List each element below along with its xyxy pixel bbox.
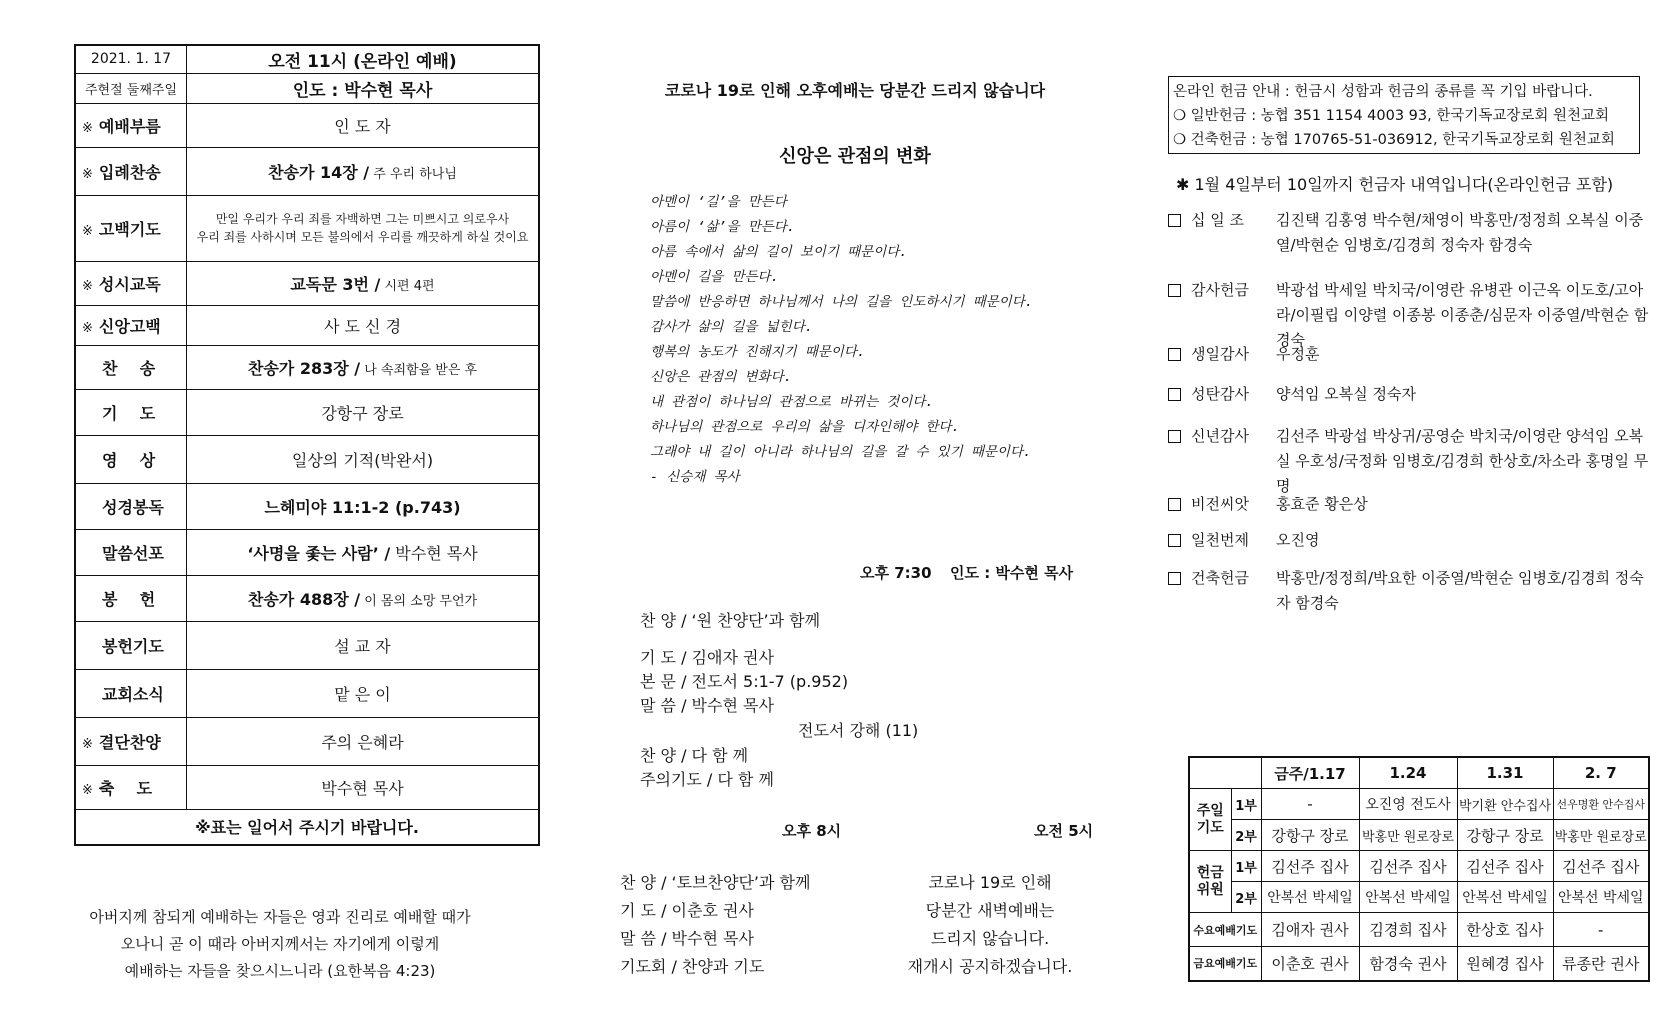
order-label: 성경봉독	[75, 483, 187, 529]
duty-cell: 강항구 장로	[1457, 820, 1553, 851]
checkbox-icon	[1168, 214, 1181, 227]
offering-row: 신년감사 김선주 박광섭 박상귀/공영순 박치국/이영란 양석임 오복실 우호성/국정화 임병호/김경희 한상호/차소라 홍명일 무명	[1168, 424, 1656, 499]
duty-cell: 김경희 집사	[1359, 913, 1457, 947]
checkbox-icon	[1168, 348, 1181, 361]
duty-cell: 김선주 집사	[1457, 851, 1553, 882]
friday-item: 기도회 / 찬양과 기도	[620, 957, 765, 976]
order-content: 인 도 자	[187, 103, 540, 147]
order-label: ※ 성시교독	[75, 261, 187, 305]
offering-row: 일천번제 오진영	[1168, 528, 1656, 553]
evening-service-leader: 인도 : 박수현 목사	[950, 564, 1074, 582]
duty-cell: 이춘호 권사	[1261, 947, 1359, 981]
order-label: ※ 신앙고백	[75, 305, 187, 345]
checkbox-icon	[1168, 430, 1181, 443]
duty-cell: 안복선 박세일	[1261, 882, 1359, 913]
checkbox-icon	[1168, 534, 1181, 547]
duty-cell: 김선주 집사	[1261, 851, 1359, 882]
order-content: ‘사명을 좇는 사람’ / 박수현 목사	[187, 529, 540, 575]
checkbox-icon	[1168, 498, 1181, 511]
fri-prayer-label: 금요예배기도	[1189, 947, 1261, 981]
order-content: 찬송가 283장 / 나 속죄함을 받은 후	[187, 345, 540, 389]
duty-cell: 박홍만 원로장로	[1359, 820, 1457, 851]
duty-header: 1.24	[1359, 757, 1457, 789]
dawn-service-time: 오전 5시	[1034, 822, 1094, 840]
checkbox-icon	[1168, 284, 1181, 297]
evening-item: 말 씀 / 박수현 목사	[640, 696, 774, 715]
date-cell: 2021. 1. 17	[75, 45, 187, 73]
evening-item: 전도서 강해 (11)	[798, 721, 919, 740]
service-title: 오전 11시 (온라인 예배)	[187, 45, 540, 73]
online-offering-info: 온라인 헌금 안내 : 헌금시 성함과 헌금의 종류를 꼭 기입 바랍니다. ❍ 일반헌금 : 농협 351 1154 4003 93, 한국기독교장로회 원천교회 ❍ 건축헌금 : 농협 170765-51-036912, 한국기독교장로회 원천교회	[1168, 76, 1640, 154]
evening-item: 찬 양 / 다 함 께	[640, 746, 749, 765]
duty-cell: 박홍만 원로장로	[1553, 820, 1649, 851]
wed-prayer-label: 수요예배기도	[1189, 913, 1261, 947]
duty-cell: -	[1553, 913, 1649, 947]
duty-cell: -	[1261, 789, 1359, 820]
order-label: 봉 헌	[75, 575, 187, 621]
order-label: 기 도	[75, 389, 187, 435]
dawn-notice: 드리지 않습니다.	[930, 929, 1050, 948]
duty-header: 1.31	[1457, 757, 1553, 789]
evening-item: 찬 양 / ‘원 찬양단’과 함께	[640, 611, 821, 630]
column-title: 신앙은 관점의 변화	[779, 146, 931, 167]
order-content: 박수현 목사	[187, 765, 540, 809]
order-label: ※ 입례찬송	[75, 147, 187, 195]
duty-cell: 박기환 안수집사	[1457, 789, 1553, 820]
evening-item: 주의기도 / 다 함 께	[640, 770, 774, 789]
friday-item: 기 도 / 이춘호 권사	[620, 901, 754, 920]
column-text: 아멘이 ‘길’을 만든다 아름이 ‘삶’을 만든다. 아름 속에서 삶의 길이 보이기 때문이다. 아멘이 길을 만든다. 말씀에 반응하면 하나님께서 나의 길을 인도하시기 때문이다. 감사가 삶의 길을 넓힌다. 행복의 농도가 진해지기 때문이다. 신앙은 관점의 변화다. 내 관점이 하나님의 관점으로 바뀌는 것이다. 하나님의 관점으로 우리의 삶을 디자인해야 한다. 그래야 내 길이 아니라 하나님의 길을 갈 수 있기 때문이다. - 신승재 목사	[650, 194, 1033, 485]
evening-service-time: 오후 7:30	[860, 564, 932, 582]
order-label: 말씀선포	[75, 529, 187, 575]
order-label: ※ 고백기도	[75, 195, 187, 261]
duty-cell: 함경숙 권사	[1359, 947, 1457, 981]
order-content: 찬송가 488장 / 이 몸의 소망 무언가	[187, 575, 540, 621]
footer-note: ※표는 일어서 주시기 바랍니다.	[75, 809, 539, 845]
bible-verse: 아버지께 참되게 예배하는 자들은 영과 진리로 예배할 때가 오나니 곧 이 때라 아버지께서는 자기에게 이렇게 예배하는 자들을 찾으시느니라 (요한복음 4:23)	[89, 908, 471, 980]
order-content: 설 교 자	[187, 621, 540, 669]
offering-group-label: 헌금 위원	[1189, 851, 1231, 913]
offering-period-note: ✱ 1월 4일부터 10일까지 헌금자 내역입니다(온라인헌금 포함)	[1176, 175, 1614, 194]
evening-item: 본 문 / 전도서 5:1-7 (p.952)	[640, 672, 849, 691]
dawn-notice: 코로나 19로 인해	[928, 873, 1052, 892]
duty-cell: 안복선 박세일	[1553, 882, 1649, 913]
prayer-group-label: 주일 기도	[1189, 789, 1231, 851]
order-content: 교독문 3번 / 시편 4편	[187, 261, 540, 305]
friday-service-time: 오후 8시	[782, 822, 842, 840]
offering-row: 비전씨앗 홍효준 황은상	[1168, 492, 1656, 517]
order-content: 일상의 기적(박완서)	[187, 435, 540, 483]
order-content: 사 도 신 경	[187, 305, 540, 345]
order-content: 만일 우리가 우리 죄를 자백하면 그는 미쁘시고 의로우사 우리 죄를 사하시며 모든 불의에서 우리를 깨끗하게 하실 것이요	[187, 195, 540, 261]
dawn-notice: 재개시 공지하겠습니다.	[907, 957, 1073, 976]
order-content: 강항구 장로	[187, 389, 540, 435]
order-label: ※ 예배부름	[75, 103, 187, 147]
order-content: 찬송가 14장 / 주 우리 하나님	[187, 147, 540, 195]
order-label: 영 상	[75, 435, 187, 483]
duty-cell: 원혜경 집사	[1457, 947, 1553, 981]
leader-cell: 인도 : 박수현 목사	[187, 73, 540, 103]
offering-row: 생일감사 우정훈	[1168, 342, 1656, 367]
order-label: 찬 송	[75, 345, 187, 389]
dawn-notice: 당분간 새벽예배는	[925, 901, 1055, 920]
duty-cell: 김선주 집사	[1359, 851, 1457, 882]
duty-cell: 안복선 박세일	[1457, 882, 1553, 913]
duty-header: 금주/1.17	[1261, 757, 1359, 789]
order-label: ※ 결단찬양	[75, 717, 187, 765]
order-label: 교회소식	[75, 669, 187, 717]
duty-cell: 류종란 권사	[1553, 947, 1649, 981]
offering-row: 십 일 조 김진택 김홍영 박수현/채영이 박홍만/정정희 오복실 이중열/박현순 임병호/김경희 정숙자 함경숙	[1168, 208, 1656, 258]
worship-order-table	[74, 44, 540, 846]
duty-cell: 김선주 집사	[1553, 851, 1649, 882]
order-content: 느헤미야 11:1-2 (p.743)	[187, 483, 540, 529]
friday-item: 찬 양 / ‘토브찬양단’과 함께	[620, 873, 811, 892]
season-cell: 주현절 둘째주일	[75, 73, 187, 103]
duty-roster-table: 금주/1.17 1.24 1.31 2. 7 주일 기도 1부 - 오진영 전도사 박기환 안수집사 선우명환 안수집사 2부 강항구 장로 박홍만 원로장로 강항구 장로 박홍만 원로장로 헌금 위원 1부 김선주 집사 김선주 집사 김선주 집사 김선주 집사 2부 안복선 박세일 안복선 박세일 안복선 박세일 안복선 박세일 수요예배기도 김애자 권사 김경희 집사 한상호 집사 - 금요예배기도 이춘호 권사 함경숙 권사 원혜경 집사 류종란 권사	[1188, 756, 1650, 982]
order-label: ※ 축 도	[75, 765, 187, 809]
order-content: 주의 은혜라	[187, 717, 540, 765]
duty-header: 2. 7	[1553, 757, 1649, 789]
duty-cell: 오진영 전도사	[1359, 789, 1457, 820]
afternoon-notice: 코로나 19로 인해 오후예배는 당분간 드리지 않습니다	[664, 81, 1046, 100]
offering-row: 감사헌금 박광섭 박세일 박치국/이영란 유병관 이근옥 이도호/고아라/이필립 이양렬 이종봉 이종춘/심문자 이중열/박현순 함경숙	[1168, 278, 1656, 353]
order-label: 봉헌기도	[75, 621, 187, 669]
duty-cell: 안복선 박세일	[1359, 882, 1457, 913]
evening-item: 기 도 / 김애자 권사	[640, 648, 774, 667]
order-content: 맡 은 이	[187, 669, 540, 717]
offering-row: 성탄감사 양석임 오복실 정숙자	[1168, 382, 1656, 407]
duty-cell: 강항구 장로	[1261, 820, 1359, 851]
friday-item: 말 씀 / 박수현 목사	[620, 929, 754, 948]
offering-row: 건축헌금 박홍만/정정희/박요한 이중열/박현순 임병호/김경희 정숙자 함경숙	[1168, 566, 1656, 616]
duty-cell: 선우명환 안수집사	[1553, 789, 1649, 820]
duty-cell: 한상호 집사	[1457, 913, 1553, 947]
checkbox-icon	[1168, 388, 1181, 401]
checkbox-icon	[1168, 572, 1181, 585]
duty-cell: 김애자 권사	[1261, 913, 1359, 947]
